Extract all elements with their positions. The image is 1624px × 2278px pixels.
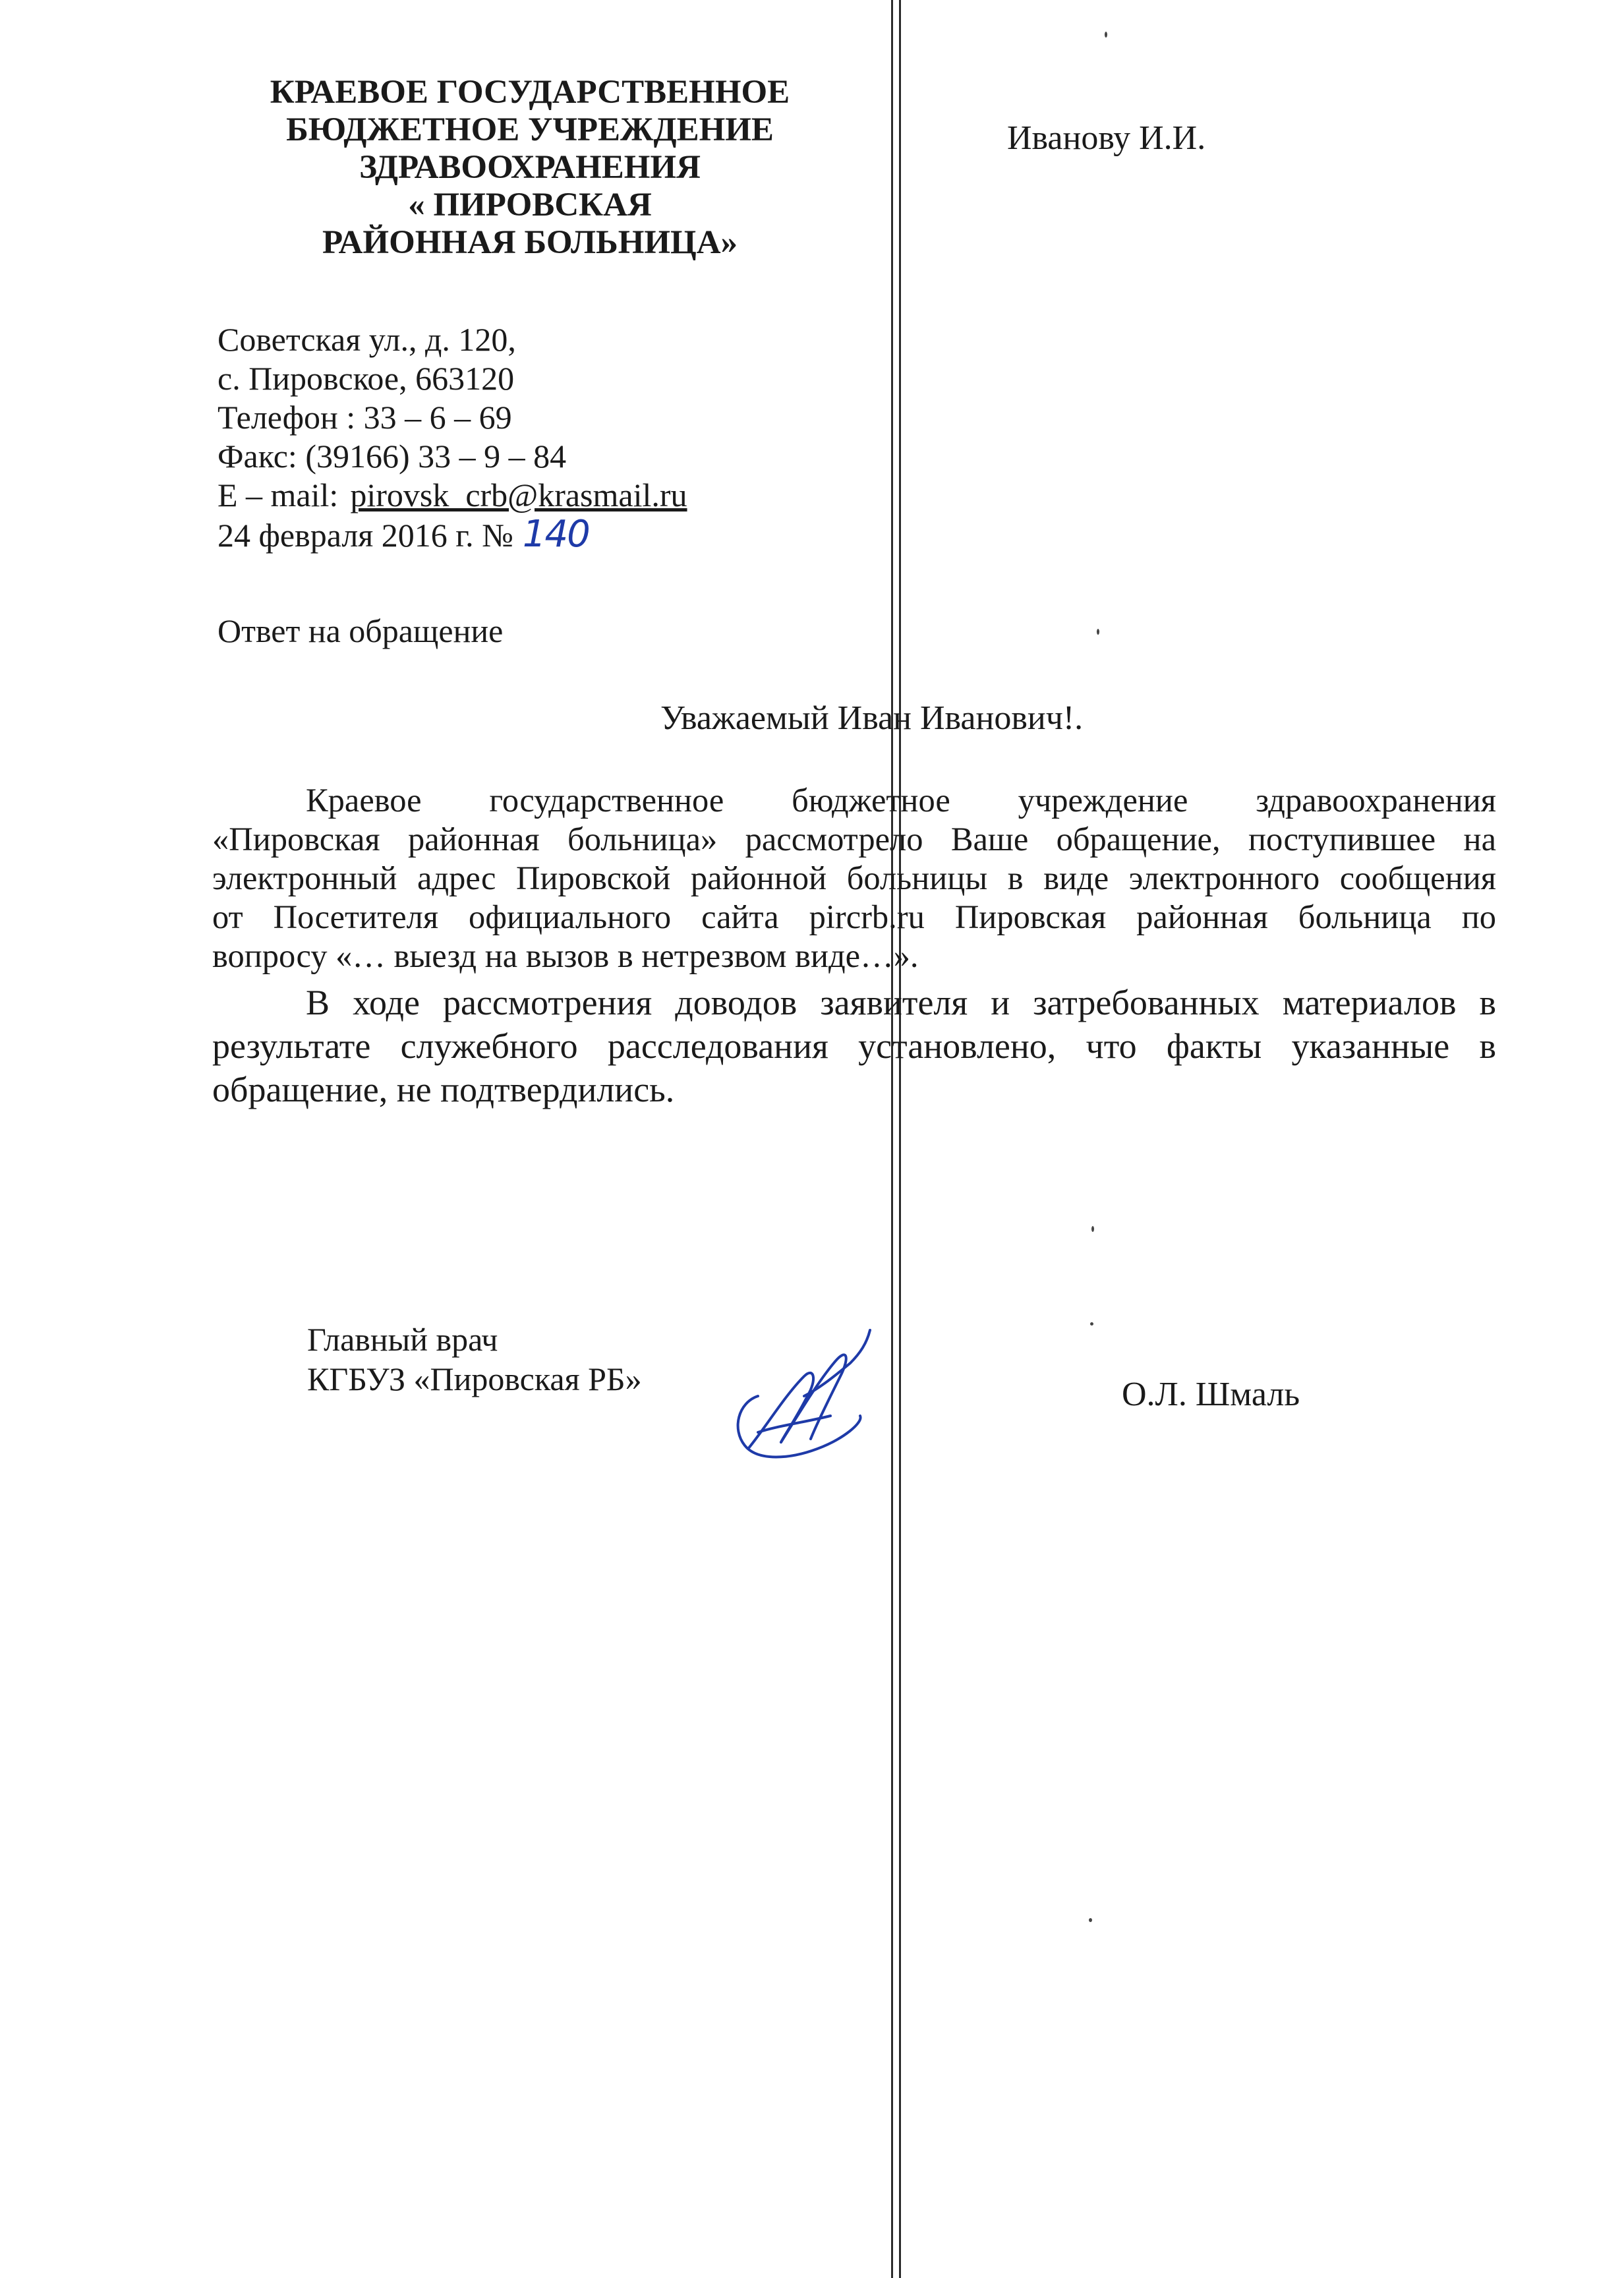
body-line: «Пировская районная больница» рассмотрело Ваше обращение, поступившее на [212,821,1496,858]
signatory-position [307,1320,642,1399]
body-line: электронный адрес Пировской районной больницы в виде электронного сообщения [212,860,1496,896]
address-block [218,320,687,555]
body-line: Краевое государственное бюджетное учреждение здравоохранения [306,782,1496,819]
body-paragraph-2 [212,981,1496,1111]
body-paragraph-1 [212,781,1496,976]
body-line: В ходе рассмотрения доводов заявителя и затребованных материалов в [306,983,1496,1022]
position-title: Главный врач [307,1321,498,1358]
scan-speck [1091,1226,1094,1232]
position-organization: КГБУЗ «Пировская РБ» [307,1360,642,1397]
email-line [218,476,687,515]
body-line: обращение, не подтвердились. [212,1070,675,1109]
scan-speck [1097,629,1099,635]
scan-speck [1105,32,1107,38]
email-label: E – mail: [218,477,339,513]
body-line: вопросу «… выезд на вызов в нетрезвом виде…». [212,937,919,974]
scan-artifact-line-right [899,0,901,2278]
org-name-line: РАЙОННАЯ БОЛЬНИЦА» [322,224,738,261]
handwritten-signature [718,1317,877,1469]
address-street: Советская ул., д. 120, [218,321,516,358]
org-name-line: ЗДРАВООХРАНЕНИЯ [359,149,701,186]
signatory-name: О.Л. Шмаль [1122,1376,1300,1413]
scan-speck [1089,1918,1092,1922]
document-number: 140 [522,513,589,556]
body-line: результате служебного расследования установлено, что факты указанные в [212,1026,1496,1066]
fax: Факс: (39166) 33 – 9 – 84 [218,438,567,475]
phone: Телефон : 33 – 6 – 69 [218,399,512,436]
org-name-line: БЮДЖЕТНОЕ УЧРЕЖДЕНИЕ [286,111,774,148]
addressee: Иванову И.И. [1007,119,1206,157]
letter-date: 24 февраля 2016 г. № [218,517,513,554]
org-name-line: КРАЕВОЕ ГОСУДАРСТВЕННОЕ [270,74,790,111]
letter-body [212,781,1496,1111]
email-link[interactable]: pirovsk_crb@krasmail.ru [350,477,687,513]
organization-header [198,74,862,262]
org-name-line: « ПИРОВСКАЯ [408,187,652,223]
date-line [218,515,687,555]
scan-artifact-line-left [891,0,893,2278]
salutation: Уважаемый Иван Иванович!. [660,699,1084,737]
body-line: от Посетителя официального сайта pircrb.ru Пировская районная больница по [212,898,1496,935]
letter-subject: Ответ на обращение [218,612,504,649]
address-village: с. Пировское, 663120 [218,360,515,397]
scan-speck [1090,1322,1093,1326]
